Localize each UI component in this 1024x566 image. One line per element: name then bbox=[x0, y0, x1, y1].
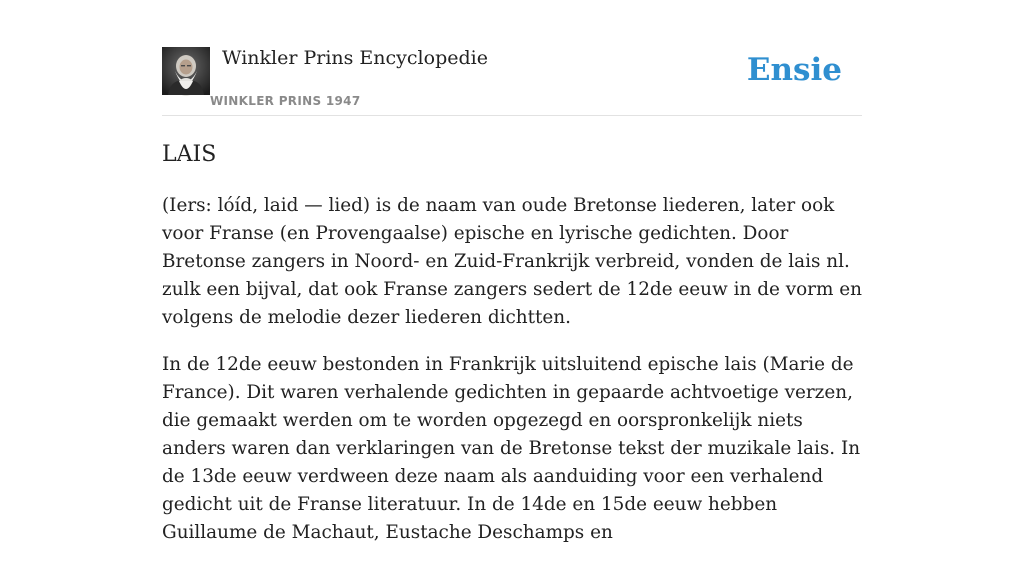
portrait-avatar-icon[interactable] bbox=[162, 47, 210, 95]
paragraph: (Iers: lóíd, laid — lied) is de naam van oude Bretonse liederen, later ook voor Franse (en Provengaalse) epische en lyrische gedichten. Door Bretonse zangers in Noord- en Zuid-Frankrijk verbreid, vonden de lais nl. zulk een bijval, dat ook Franse zangers sedert de 12de eeuw in de vorm en volgens de melodie dezer liederen dichtten. bbox=[162, 195, 862, 328]
source-name[interactable]: Winkler Prins Encyclopedie bbox=[222, 47, 488, 69]
article-body bbox=[162, 192, 862, 566]
paragraph: In de 12de eeuw bestonden in Frankrijk uitsluitend epische lais (Marie de France). Dit waren verhalende gedichten in gepaarde achtvoetige verzen, die gemaakt werden om te worden opgezegd en oorspronkelijk niets anders waren dan verklaringen van de Bretonse tekst der muzikale lais. In de 13de eeuw verdween deze naam als aanduiding voor een verhalend gedicht uit de Franse literatuur. In de 14de en 15de eeuw hebben Guillaume de Machaut, Eustache Deschamps en bbox=[162, 354, 861, 543]
ensie-logo-link[interactable]: Ensie bbox=[746, 52, 842, 88]
source-edition: WINKLER PRINS 1947 bbox=[210, 94, 361, 108]
article-header bbox=[162, 46, 862, 116]
page-title: LAIS bbox=[162, 142, 217, 167]
